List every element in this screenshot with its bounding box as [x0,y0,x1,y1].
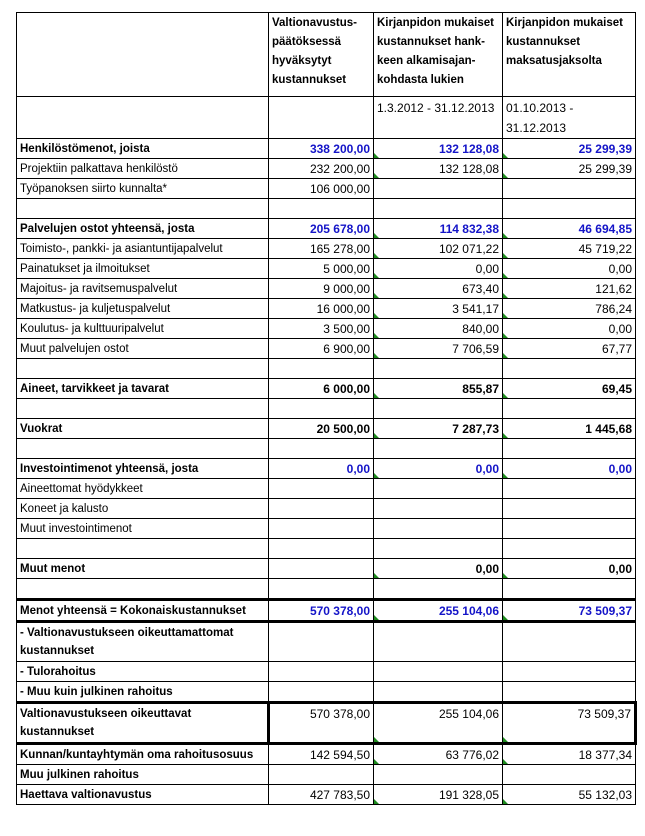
spacer-row [17,359,636,379]
cell-marker-icon [374,615,379,620]
cell-approved: 338 200,00 [269,139,374,159]
cell-marker-icon [374,759,379,764]
cell-approved: 142 594,50 [269,744,374,765]
cell-approved: 6 000,00 [269,379,374,399]
row-label: Vuokrat [17,419,269,439]
cell-marker-icon [503,253,508,258]
cell-since-start [374,479,503,499]
spacer-row [17,439,636,459]
period-since-start: 1.3.2012 - 31.12.2013 [374,97,503,139]
cell-marker-icon [374,433,379,438]
cell-approved [269,499,374,519]
cell-since-start: 255 104,06 [374,600,503,622]
cell-marker-icon [503,393,508,398]
row-other-investments [17,519,636,539]
row-label: Projektiin palkattava henkilöstö [17,159,269,179]
row-accommodation [17,279,636,299]
row-investments-total [17,459,636,479]
cost-table [16,12,637,805]
row-label: Kunnan/kuntayhtymän oma rahoitusosuus [17,744,269,765]
row-printing [17,259,636,279]
cell-period [503,622,636,662]
cell-period [503,479,636,499]
cell-since-start: 0,00 [374,459,503,479]
cell-approved: 9 000,00 [269,279,374,299]
row-label: Aineet, tarvikkeet ja tavarat [17,379,269,399]
row-services-total [17,219,636,239]
cell-approved: 106 000,00 [269,179,374,199]
row-rents [17,419,636,439]
cell-marker-icon [374,233,379,238]
row-label: Muut investointimenot [17,519,269,539]
cell-approved: 570 378,00 [269,600,374,622]
cell-period [503,499,636,519]
cell-marker-icon [503,273,508,278]
cell-since-start: 673,40 [374,279,503,299]
spacer-row [17,399,636,419]
cell-since-start: 7 287,73 [374,419,503,439]
cell-approved: 6 900,00 [269,339,374,359]
cell-marker-icon [374,473,379,478]
cell-period: 45 719,22 [503,239,636,259]
cell-since-start [374,622,503,662]
cell-approved: 205 678,00 [269,219,374,239]
header-costs-payment-period: Kirjanpidon mukaiset kustannukset maksatusjaksolta [503,13,636,97]
period-row [17,97,636,139]
row-personnel-costs [17,139,636,159]
cell-marker-icon [503,737,508,742]
cell-marker-icon [503,173,508,178]
row-requested-grant [17,785,636,805]
cell-marker-icon [374,737,379,742]
row-label: Muu julkinen rahoitus [17,765,269,785]
cell-since-start: 7 706,59 [374,339,503,359]
cell-period [503,519,636,539]
cell-approved: 20 500,00 [269,419,374,439]
cell-since-start: 191 328,05 [374,785,503,805]
cell-period [503,179,636,199]
cell-marker-icon [374,153,379,158]
row-label: Majoitus- ja ravitsemuspalvelut [17,279,269,299]
cell-since-start [374,499,503,519]
cell-marker-icon [503,153,508,158]
row-materials [17,379,636,399]
row-label: Menot yhteensä = Kokonaiskustannukset [17,600,269,622]
cell-period: 73 509,37 [503,703,636,744]
cell-since-start: 3 541,17 [374,299,503,319]
row-intangibles [17,479,636,499]
row-income-financing [17,662,636,682]
cell-approved: 0,00 [269,459,374,479]
cell-period: 0,00 [503,459,636,479]
row-travel [17,299,636,319]
cell-approved [269,559,374,579]
row-training [17,319,636,339]
row-label: Muut menot [17,559,269,579]
cell-marker-icon [374,799,379,804]
row-other-public-financing [17,765,636,785]
cell-period: 46 694,85 [503,219,636,239]
cell-marker-icon [374,353,379,358]
row-project-staff [17,159,636,179]
row-label: Palvelujen ostot yhteensä, josta [17,219,269,239]
row-label: - Tulorahoitus [17,662,269,682]
row-label: - Valtionavustukseen oikeuttamattomat kustannukset [17,622,269,662]
period-payment: 01.10.2013 - 31.12.2013 [503,97,636,139]
cell-approved: 5 000,00 [269,259,374,279]
cell-since-start: 0,00 [374,559,503,579]
cell-since-start: 255 104,06 [374,703,503,744]
cell-since-start [374,179,503,199]
cell-since-start: 132 128,08 [374,139,503,159]
cell-marker-icon [503,759,508,764]
cell-approved: 427 783,50 [269,785,374,805]
cell-marker-icon [374,333,379,338]
header-blank-cell [17,13,269,97]
cell-since-start [374,765,503,785]
cell-period: 1 445,68 [503,419,636,439]
cell-period: 25 299,39 [503,159,636,179]
row-label: Henkilöstömenot, joista [17,139,269,159]
row-other-expenses [17,559,636,579]
cell-since-start: 840,00 [374,319,503,339]
cell-marker-icon [503,433,508,438]
cell-marker-icon [374,573,379,578]
row-work-transfer [17,179,636,199]
cell-since-start: 114 832,38 [374,219,503,239]
row-label: Matkustus- ja kuljetuspalvelut [17,299,269,319]
cell-approved: 165 278,00 [269,239,374,259]
cell-period: 0,00 [503,259,636,279]
row-label: Valtionavustukseen oikeuttavat kustannukset [17,703,269,744]
cell-since-start: 855,87 [374,379,503,399]
cell-period: 73 509,37 [503,600,636,622]
cell-marker-icon [503,353,508,358]
cell-marker-icon [503,573,508,578]
cell-period [503,765,636,785]
cell-approved [269,682,374,703]
cell-period: 18 377,34 [503,744,636,765]
row-label: Painatukset ja ilmoitukset [17,259,269,279]
header-costs-since-start: Kirjanpidon mukaiset kustannukset hank-keen alkamisajan-kohdasta lukien [374,13,503,97]
cell-since-start: 63 776,02 [374,744,503,765]
row-eligible-costs [17,703,636,744]
row-label: Koulutus- ja kulttuuripalvelut [17,319,269,339]
spacer-row [17,539,636,559]
cell-marker-icon [374,273,379,278]
cell-approved [269,479,374,499]
row-label: Aineettomat hyödykkeet [17,479,269,499]
cell-marker-icon [503,233,508,238]
cell-marker-icon [503,615,508,620]
row-municipal-share [17,744,636,765]
cell-period: 0,00 [503,319,636,339]
cell-since-start [374,519,503,539]
row-label: Haettava valtionavustus [17,785,269,805]
cell-marker-icon [374,293,379,298]
cell-marker-icon [374,173,379,178]
row-label: Työpanoksen siirto kunnalta* [17,179,269,199]
row-machinery [17,499,636,519]
cell-period [503,662,636,682]
cell-marker-icon [374,393,379,398]
row-other-services [17,339,636,359]
cell-since-start [374,662,503,682]
spacer-row [17,199,636,219]
cell-period: 69,45 [503,379,636,399]
cell-since-start: 102 071,22 [374,239,503,259]
cell-marker-icon [503,293,508,298]
header-approved-costs: Valtionavustus-päätöksessä hyväksytyt kustannukset [269,13,374,97]
cell-marker-icon [374,313,379,318]
row-ineligible-costs [17,622,636,662]
cell-period: 55 132,03 [503,785,636,805]
cell-approved [269,662,374,682]
row-label: - Muu kuin julkinen rahoitus [17,682,269,703]
cell-approved [269,765,374,785]
cell-period: 25 299,39 [503,139,636,159]
cell-approved [269,622,374,662]
cell-marker-icon [374,253,379,258]
cell-approved: 570 378,00 [269,703,374,744]
row-office-services [17,239,636,259]
cell-since-start: 132 128,08 [374,159,503,179]
cell-period: 67,77 [503,339,636,359]
row-expenses-total [17,600,636,622]
cell-approved: 232 200,00 [269,159,374,179]
header-row [17,13,636,97]
row-non-public-financing [17,682,636,703]
cell-period [503,682,636,703]
cell-marker-icon [503,473,508,478]
row-label: Toimisto-, pankki- ja asiantuntijapalvelut [17,239,269,259]
cell-marker-icon [503,799,508,804]
row-label: Investointimenot yhteensä, josta [17,459,269,479]
spacer-row [17,579,636,600]
cell-approved: 3 500,00 [269,319,374,339]
row-label: Koneet ja kalusto [17,499,269,519]
cell-period: 121,62 [503,279,636,299]
cell-since-start [374,682,503,703]
cell-period: 0,00 [503,559,636,579]
cell-approved [269,519,374,539]
cell-marker-icon [503,333,508,338]
cell-since-start: 0,00 [374,259,503,279]
cell-period: 786,24 [503,299,636,319]
cell-marker-icon [503,313,508,318]
cell-approved: 16 000,00 [269,299,374,319]
row-label: Muut palvelujen ostot [17,339,269,359]
